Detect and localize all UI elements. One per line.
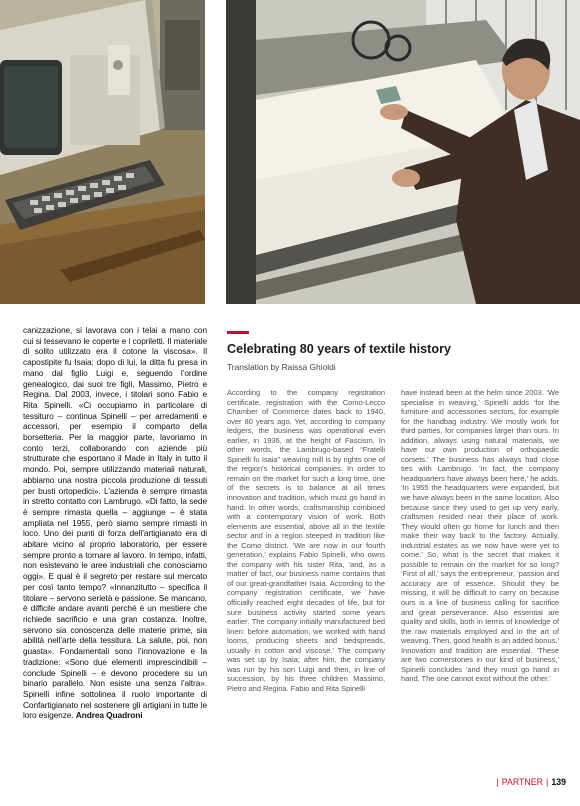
translation-credit: Translation by Raissa Ghioldi <box>227 362 336 372</box>
article-title: Celebrating 80 years of textile history <box>227 342 451 356</box>
italian-article-text: canizzazione, si lavorava con i telai a mano con cui si tessevano le coperte e i copriletti. Il materiale di solito utilizzato era il cotone la viscosa». Il capostipite fu Isaia: dopo di lui, la ditta fu presa in mano dal figlio Luigi e, seguendo l’ordine genealogico, dai suoi tre figli, Massimo, Pietro e Regina. Dal 2003, invece, i titolari sono Fabio e Rita Spinelli. «Ci occupiamo in particolare di tessituro – continua Spinelli – per arredamenti e accessori, per esempio il comparto della borsetteria. Per la maggior parte, lavoriamo in conto terzi, collaborando con aziende più strutturate che esportano il Made in Italy in tutto il mondo. Poi, sempre utilizzando materiali naturali, abbiamo una nostra piccola produzione di tessuti per busti ortopedici». L’azienda è sempre rimasta in stretto contatto con Lambrugo. «Di fatto, la sede è sempre rimasta quella – aggiunge – è stata ampliata nel 1955, però siamo sempre rimasti in loco. Uno dei punti di forza dell’artigianato era di abitare vicino al proprio laboratorio, per essere sempre pronto a tornare al lavoro. In tempo, infatti, non esistevano le aree industriali che conosciamo oggi». E qual è il segreto per restare sul mercato per così tanto tempo? «Innanzitutto – specifica il titolare – servono serietà e passione. Se mancano, è difficile andare avanti perché è un mestiere che richiede sacrificio e una gran costanza. Inoltre, servono sia conoscenza delle materie prime, sia abilità nell’arte della tessitura. La salute, poi, non guasta». Fondamentali sono l’innovazione e la tradizione: «Sono due elementi imprescindibili – conclude Spinelli – e devono procedere su un binario parallelo. Non esiste una senza l’altra». Spinelli infine sottolinea il ruolo importante di Confartigianato nel sostenere gli artigiani in tutte le loro esigenze. <box>23 325 207 721</box>
english-article-column-2: have instead been at the helm since 2003. ‘We specialise in weaving,’ Spinelli adds ‘for the furniture and accessories sectors, for example for the handbag industry. We mostly work for third parties, for companies larger than ours. In addition, always using natural materials, we have our own production of orthopaedic corsets.’ The business has always had close ties with Lambrugo. ‘In fact, the company headquarters have always been here,’ he adds. ‘In 1955 the headquarters were expanded, but we have always been in the same location. Also because since they used to get up very early, craftsmen resided near their place of work. They would often go home for lunch and then make their way back to the factory. Actually, industrial estates as we now have were yet to come.’ So, what is the secret that makes it possible to remain on the market for so long? ‘First of all,’ says the entrepreneur, ‘passion and accuracy are of essence. Should they be missing, it will be difficult to carry on because ours is a line of business calling for sacrifice and great perseverance. Also essential are quality and skills, both in terms of knowledge of the raw materials employed and in the art of weaving. Then, good health is an added bonus.’ Innovation and tradition are essential. ‘These are two cornerstones in our kind of business,’ Spinelli concludes ‘and they must go hand in hand. The one cannot exist without the other.’ <box>401 388 559 684</box>
page-number: 139 <box>551 777 566 787</box>
vintage-computer-illustration <box>0 0 205 304</box>
italian-article-author: Andrea Quadroni <box>75 710 143 721</box>
weaving-loom-illustration <box>226 0 580 304</box>
page-footer <box>493 777 566 787</box>
footer-separator: | <box>546 777 549 787</box>
magazine-brand: PARTNER <box>501 777 544 787</box>
photo-vintage-computer <box>0 0 205 304</box>
section-accent-rule <box>227 331 249 334</box>
photo-weaver-at-loom <box>226 0 580 304</box>
italian-article-column <box>23 325 207 721</box>
english-article-column-1: According to the company registration certificate, registration with the Como-Lecco Chamber of Commerce dates back to 1940, over 80 years ago. Yet, according to company ledgers, the business was operational even earlier, in 1936, at the height of Fascism. In other words, the Lambrugo-based “Fratelli Spinelli fu Isaia” weaving mill is by rights one of the region's historical companies. In order to remain on the market for such a long time, one of the secrets is to balance at all times innovation and tradition, which must go hand in hand. In other words, craftsmanship combined with a contemporary vision of work. Both elements are essential, above all in the textile sector and in a region steeped in tradition like the Como district. ‘We are now in our fourth generation,’ explains Fabio Spinelli, who owns the company with his sister Rita, ‘and, as a matter of fact, our business name contains that of our great-grandfather Isaia. According to the company registration certificate, we have officially reached eight decades of life, but for sure business activity started some years earlier. The company initially manufactured bed linen: before automation, we worked with hand looms, producing sheets and bedspreads, usually in cotton and viscose.’ The company was set up by Isaia; after him, the company was run by his son Luigi and then, in line of succession, by his three children Massimo, Pietro and Regina. Fabio and Rita Spinelli <box>227 388 385 693</box>
footer-left-bar: | <box>496 777 499 787</box>
